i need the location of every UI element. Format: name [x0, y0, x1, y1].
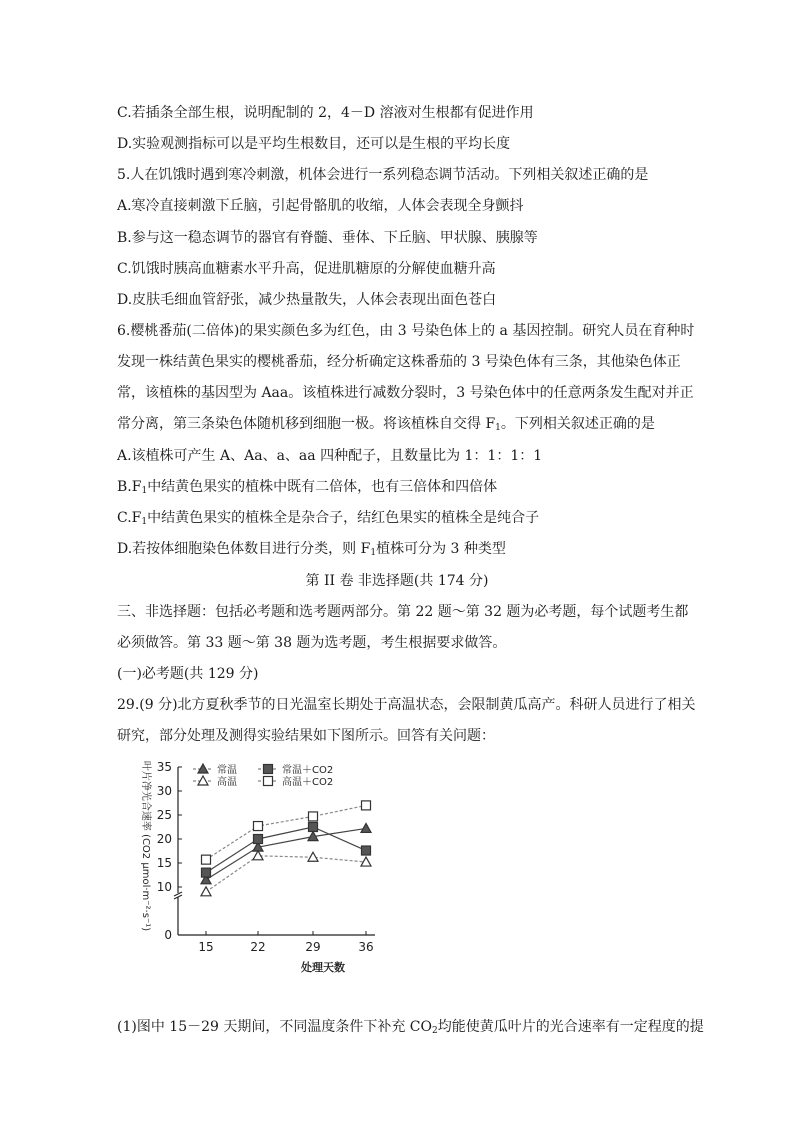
section-3-intro-2: 必须做答。第 33 题～第 38 题为选考题，考生根据要求做答。 — [117, 635, 507, 651]
legend-label: 高温＋CO2 — [282, 777, 334, 788]
x-tick-label: 22 — [250, 940, 266, 954]
series-group — [201, 851, 371, 896]
legend-label: 高温 — [217, 777, 237, 788]
question-5-stem: 5.人在饥饿时遇到寒冷刺激，机体会进行一系列稳态调节活动。下列相关叙述正确的是 — [117, 167, 649, 183]
y-tick-label: 30 — [156, 784, 172, 798]
q6-option-a: A.该植株可产生 A、Aa、a、aa 四种配子，且数量比为 1：1：1：1 — [117, 448, 543, 464]
subscript: 1 — [141, 517, 148, 527]
q6-option-b — [117, 478, 497, 500]
y-tick-label: 35 — [156, 760, 172, 774]
q5-option-a: A.寒冷直接刺激下丘脑，引起骨骼肌的收缩，人体会表现全身颤抖 — [117, 198, 524, 214]
q5-option-c: C.饥饿时胰高血糖素水平升高，促进肌糖原的分解使血糖升高 — [117, 261, 496, 277]
question-6-stem-1: 6.樱桃番茄(二倍体)的果实颜色多为红色，由 3 号染色体上的 a 基因控制。研究人员在育种时 — [117, 323, 695, 339]
series-group — [202, 823, 371, 878]
series-line — [206, 827, 366, 873]
option-tail: 植株可分为 3 种类型 — [376, 541, 506, 557]
legend-marker — [264, 765, 273, 774]
option-text: 中结黄色果实的植株中既有二倍体，也有三倍体和四倍体 — [147, 479, 498, 495]
data-point — [362, 801, 371, 810]
data-point — [202, 855, 211, 864]
option-d-line: D.实验观测指标可以是平均生根数目，还可以是生根的平均长度 — [117, 136, 511, 152]
question-29-part-1 — [117, 1018, 704, 1040]
section-title: 第 II 卷 非选择题(共 174 分) — [305, 573, 489, 589]
data-point — [254, 822, 263, 831]
y-tick-label: 25 — [156, 808, 172, 822]
data-point — [254, 835, 263, 844]
x-tick-label: 36 — [358, 940, 374, 954]
legend-label: 常温 — [217, 765, 237, 776]
subscript: 1 — [370, 548, 377, 558]
photosynthesis-line-chart — [113, 755, 393, 975]
subscript: 1 — [495, 423, 501, 433]
option-text: D.若按体细胞染色体数目进行分类，则 F — [117, 541, 371, 557]
subscript: 2 — [432, 1026, 438, 1036]
option-text: 中结黄色果实的植株全是杂合子，结红色果实的植株全是纯合子 — [147, 510, 540, 526]
question-29-stem-2: 研究，部分处理及测得实验结果如下图所示。回答有关问题： — [117, 728, 495, 744]
section-3-intro-1: 三、非选择题：包括必考题和选考题两部分。第 22 题～第 32 题为必考题，每个试题考生都 — [117, 604, 689, 620]
series-line — [206, 828, 366, 879]
data-point — [309, 823, 318, 832]
data-point — [308, 852, 318, 861]
series-line — [206, 856, 366, 892]
y-axis-label: 叶片净光合速率 (CO2 μmol·m⁻²·s⁻¹) — [140, 760, 151, 932]
question-6-stem-4 — [117, 415, 655, 437]
x-axis-label: 处理天数 — [301, 961, 345, 974]
x-tick-label: 15 — [198, 940, 214, 954]
q6-option-d — [117, 540, 506, 562]
required-section-title: (一)必考题(共 129 分) — [117, 666, 259, 682]
stem-text: 常分离，第三条染色体随机移到细胞一极。将该植株自交得 F — [117, 416, 496, 432]
legend-marker — [264, 777, 273, 786]
question-6-stem-2: 发现一株结黄色果实的樱桃番茄，经分析确定这株番茄的 3 号染色体有三条，其他染色体正 — [117, 354, 681, 370]
q6-option-c — [117, 509, 539, 531]
stem-tail: 。下列相关叙述正确的是 — [500, 416, 655, 432]
data-point — [361, 823, 371, 832]
part1-tail: 均能使黄瓜叶片的光合速率有一定程度的提 — [437, 1019, 704, 1035]
option-prefix: B.F — [117, 479, 142, 495]
y-tick-label: 10 — [156, 880, 172, 894]
q5-option-d: D.皮肤毛细血管舒张，减少热量散失，人体会表现出面色苍白 — [117, 292, 497, 308]
y-tick-label: 15 — [156, 856, 172, 870]
data-point — [362, 846, 371, 855]
y-tick-label: 20 — [156, 832, 172, 846]
data-point — [201, 887, 211, 896]
q5-option-b: B.参与这一稳态调节的器官有脊髓、垂体、下丘脑、甲状腺、胰腺等 — [117, 230, 538, 246]
data-point — [309, 812, 318, 821]
question-29-stem-1: 29.(9 分)北方夏秋季节的日光温室长期处于高温状态，会限制黄瓜高产。科研人员进行了相关 — [117, 697, 696, 713]
data-point — [202, 868, 211, 877]
option-prefix: C.F — [117, 510, 142, 526]
x-tick-label: 29 — [305, 940, 321, 954]
part1-text: (1)图中 15－29 天期间，不同温度条件下补充 CO — [117, 1019, 432, 1035]
option-c-line: C.若插条全部生根，说明配制的 2，4－D 溶液对生根都有促进作用 — [117, 105, 534, 121]
question-6-stem-3: 常，该植株的基因型为 Aaa。该植株进行减数分裂时，3 号染色体中的任意两条发生配对并正 — [117, 385, 694, 401]
subscript: 1 — [141, 486, 148, 496]
y-tick-label: 0 — [164, 928, 172, 942]
legend-label: 常温＋CO2 — [282, 765, 334, 776]
